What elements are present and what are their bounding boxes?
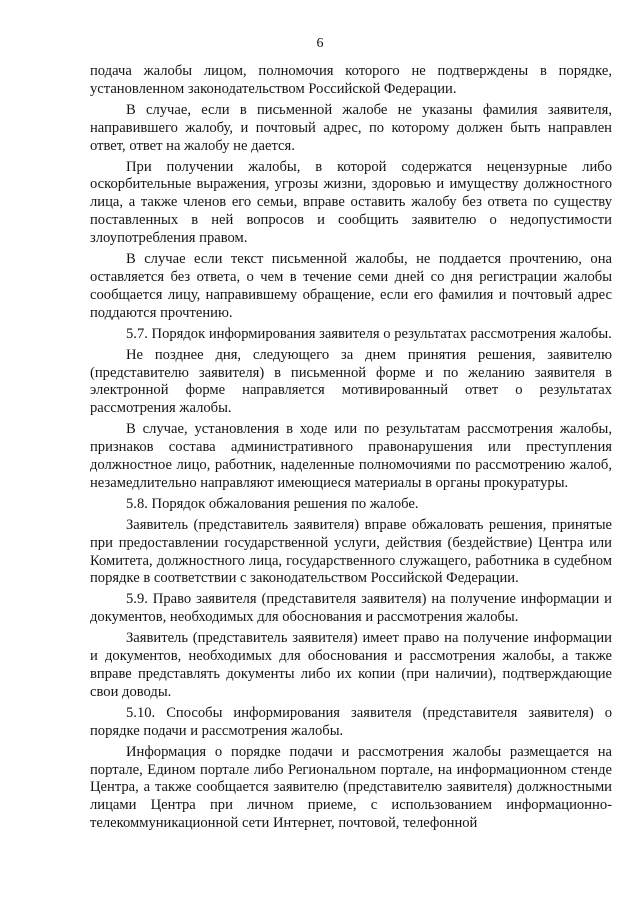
paragraph-3: При получении жалобы, в которой содержатся нецензурные либо оскорбительные выражения, угрозы жизни, здоровью и имуществу должностного лица, а также членов его семьи, вправе оставить жалобу без ответа по существу поставленных в ней вопросов и сообщить заявителю о недопустимости злоупотребления правом. [90, 158, 612, 247]
paragraph-11: Заявитель (представитель заявителя) имеет право на получение информации и документов, необходимых для обоснования и рассмотрения жалобы, а также вправе представлять документы либо их копии (при наличии), подтверждающие свои доводы. [90, 630, 612, 700]
paragraph-7: В случае, установления в ходе или по результатам рассмотрения жалобы, признаков состава административного правонарушения или преступления должностное лицо, работник, наделенные полномочиями по рассмотрению жалоб, незамедлительно направляют имеющиеся материалы в органы прокуратуры. [90, 421, 612, 491]
page-number: 6 [316, 36, 324, 51]
section-heading-5-7: 5.7. Порядок информирования заявителя о результатах рассмотрения жалобы. [126, 325, 612, 342]
paragraph-13: Информация о порядке подачи и рассмотрения жалобы размещается на портале, Едином портале либо Региональном портале, на информационном стенде Центра, а также сообщается заявителю (представителю заявителя) должностными лицами Центра при личном приеме, с использованием информационно-телекоммуникационной сети Интернет, почтовой, телефонной [90, 743, 612, 832]
section-heading-5-10: 5.10. Способы информирования заявителя (представителя заявителя) о порядке подачи и рассмотрения жалобы. [90, 704, 612, 739]
paragraph-6: Не позднее дня, следующего за днем принятия решения, заявителю (представителю заявителя) в письменной форме и по желанию заявителя в электронной форме направляется мотивированный ответ о результатах рассмотрения жалобы. [90, 346, 612, 417]
paragraph-9: Заявитель (представитель заявителя) вправе обжаловать решения, принятые при предоставлении государственной услуги, действия (бездействие) Центра или Комитета, должностного лица, государственного служащего, работника в судебном порядке в соответствии с законодательством Российской Федерации. [90, 516, 612, 587]
section-heading-5-8: 5.8. Порядок обжалования решения по жалобе. [126, 495, 419, 512]
paragraph-4: В случае если текст письменной жалобы, не поддается прочтению, она оставляется без ответа, о чем в течение семи дней со дня регистрации жалобы сообщается лицу, направившему обращение, если его фамилия и почтовый адрес поддаются прочтению. [90, 251, 612, 321]
section-heading-5-9: 5.9. Право заявителя (представителя заявителя) на получение информации и документов, необходимых для обоснования и рассмотрения жалобы. [90, 591, 612, 626]
paragraph-1: подача жалобы лицом, полномочия которого не подтверждены в порядке, установленном законодательством Российской Федерации. [90, 63, 612, 97]
page-body [90, 63, 612, 836]
paragraph-2: В случае, если в письменной жалобе не указаны фамилия заявителя, направившего жалобу, и почтовый адрес, по которому должен быть направлен ответ, ответ на жалобу не дается. [90, 101, 612, 154]
